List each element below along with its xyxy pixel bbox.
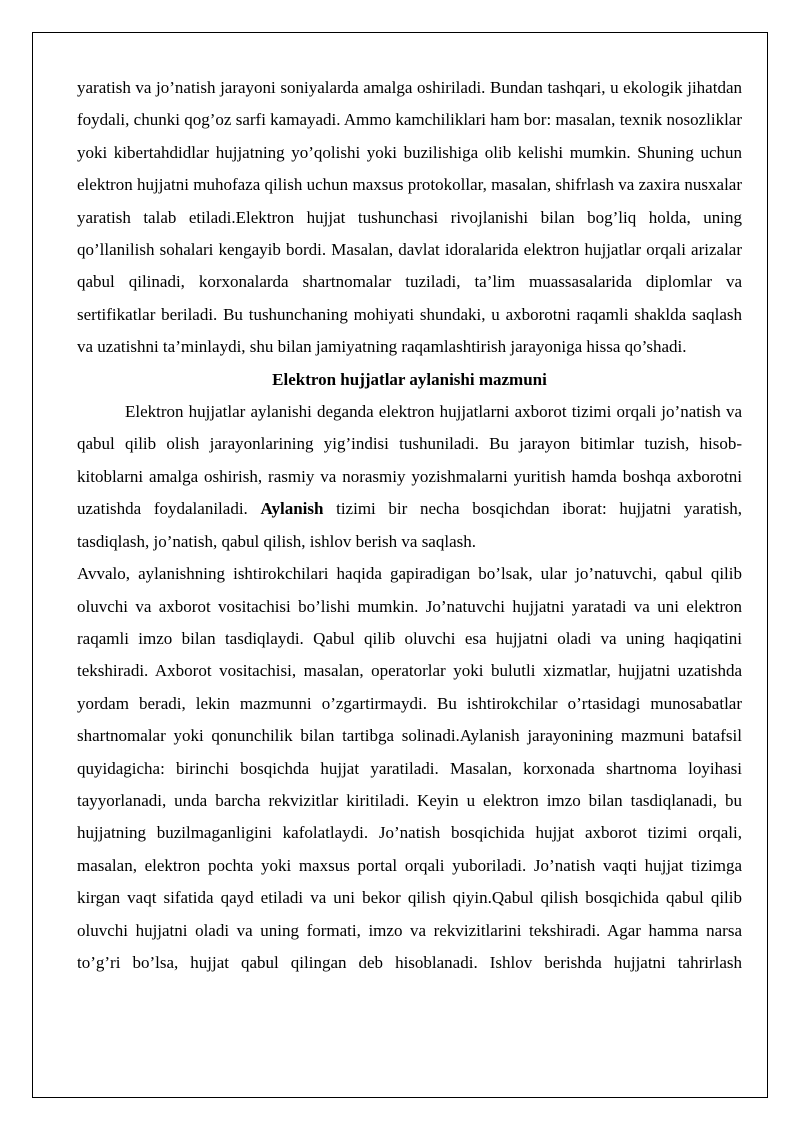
paragraph-participants-process: Avvalo, aylanishning ishtirokchilari haqida gapiradigan bo’lsak, ular jo’natuvchi, qabul qilib oluvchi va axborot vositachisi bo’lishi mumkin. Jo’natuvchi hujjatni yaratadi va uni elektron raqamli imzo bilan tasdiqlaydi. Qabul qilib oluvchi esa hujjatni oladi va uning haqiqatini tekshiradi. Axborot vositachisi, masalan, operatorlar yoki bulutli xizmatlar, hujjatni uzatishda yordam beradi, lekin mazmunni o’zgartirmaydi. Bu ishtirokchilar o’rtasidagi munosabatlar shartnomalar yoki qonunchilik bilan tartibga solinadi.Aylanish jarayonining mazmuni batafsil quyidagicha: birinchi bosqichda hujjat yaratiladi. Masalan, korxonada shartnoma loyihasi tayyorlanadi, unda barcha rekvizitlar kiritiladi. Keyin u elektron imzo bilan tasdiqlanadi, bu hujjatning buzilmaganligini kafolatlaydi. Jo’natish bosqichida hujjat axborot tizimi orqali, masalan, elektron pochta yoki maxsus portal orqali yuboriladi. Jo’natish vaqti hujjat tizimga kirgan vaqt sifatida qayd etiladi va uni bekor qilish qiyin.Qabul qilish bosqichida qabul qilib oluvchi hujjatni oladi va uning formati, imzo va rekvizitlarini tekshiradi. Agar hamma narsa to’g’ri bo’lsa, hujjat qabul qilingan deb hisoblanadi. Ishlov berishda hujjatni tahrirlash	[77, 564, 742, 972]
paragraph-definition-text-1: Elektron hujjatlar aylanishi deganda elektron hujjatlarni axborot tizimi orqali jo’natish va qabul qilib olish jarayonlarining yig’indisi tushuniladi. Bu jarayon bitimlar tuzish, hisob-kitoblarni amalga oshirish, rasmiy va norasmiy yozishmalarni yuritish hamda boshqa axborotni uzatishda foydalaniladi.	[77, 402, 742, 519]
document-body	[77, 72, 742, 979]
bold-term-aylanish: Aylanish	[260, 499, 324, 519]
section-heading: Elektron hujjatlar aylanishi mazmuni	[272, 369, 547, 389]
paragraph-definition-text-2: tizimi bir necha bosqichdan iborat: hujjatni yaratish, tasdiqlash, jo’natish, qabul qilish, ishlov berish va saqlash.	[77, 499, 742, 551]
paragraph-definition	[77, 396, 742, 558]
paragraph-intro-continuation: yaratish va jo’natish jarayoni soniyalarda amalga oshiriladi. Bundan tashqari, u ekologik jihatdan foydali, chunki qog’oz sarfi kamayadi. Ammo kamchiliklari ham bor: masalan, texnik nosozliklar yoki kibertahdidlar hujjatning yo’qolishi yoki buzilishiga olib kelishi mumkin. Shuning uchun elektron hujjatni muhofaza qilish uchun maxsus protokollar, masalan, shifrlash va zaxira nusxalar yaratish talab etiladi.Elektron hujjat tushunchasi rivojlanishi bilan bog’liq holda, uning qo’llanilish sohalari kengayib bordi. Masalan, davlat idoralarida elektron hujjatlar orqali arizalar qabul qilinadi, korxonalarda shartnomalar tuziladi, ta’lim muassasalarida diplomlar va sertifikatlar beriladi. Bu tushunchaning mohiyati shundaki, u axborotni raqamli shaklda saqlash va uzatishni ta’minlaydi, shu bilan jamiyatning raqamlashtirish jarayoniga hissa qo’shadi.	[77, 78, 742, 357]
